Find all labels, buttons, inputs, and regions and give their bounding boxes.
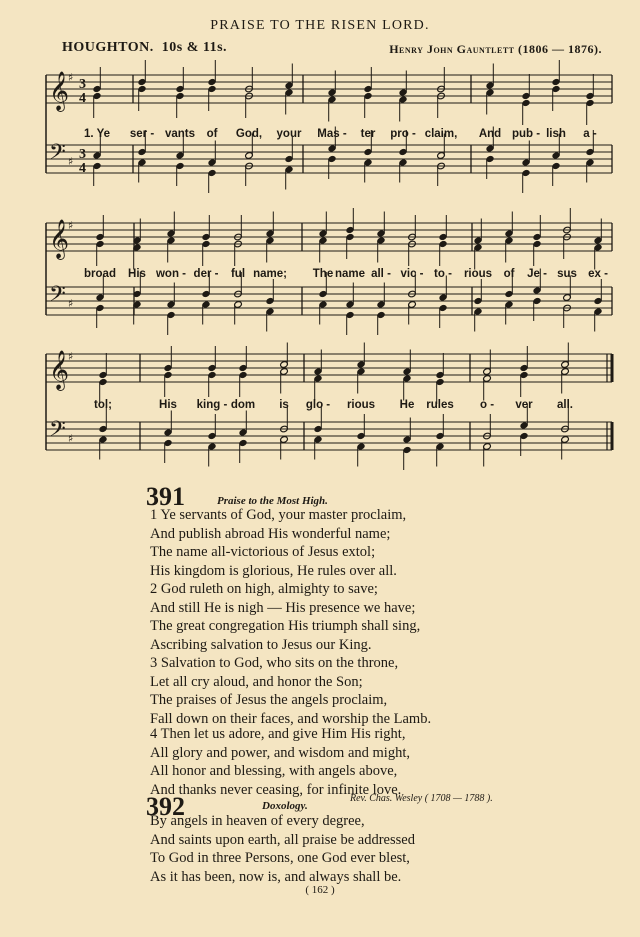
syllable: o - — [479, 399, 495, 411]
stanza-line: To God in three Persons, one God ever blest, — [150, 850, 410, 867]
stanza-line: His kingdom is glorious, He rules over all. — [150, 562, 397, 579]
syllable: vic - — [400, 268, 424, 280]
syllable: name; — [253, 268, 287, 280]
syllable: tol; — [94, 399, 112, 411]
syllable: ful — [230, 268, 246, 280]
syllable: claim, — [424, 128, 458, 140]
syllable: He — [399, 399, 415, 411]
bass-clef-icon: 𝄢 — [49, 282, 66, 312]
sharp-icon: ♯ — [68, 155, 74, 168]
syllable: of — [206, 128, 218, 140]
syllable: pub - — [511, 128, 541, 140]
syllable: His — [159, 399, 177, 411]
stanza-line: The name all-victorious of Jesus extol; — [150, 544, 376, 561]
stanza-line: 3 Salvation to God, who sits on the throne, — [150, 655, 399, 671]
syllable: a - — [583, 128, 597, 140]
lyrics-line-2 — [0, 268, 640, 282]
sharp-icon: ♯ — [68, 219, 74, 232]
stanza-4 — [150, 725, 410, 799]
syllable: lish — [546, 128, 566, 140]
bass-clef-icon: 𝄢 — [49, 140, 66, 170]
page-title: PRAISE TO THE RISEN LORD. — [210, 18, 430, 33]
treble-clef-icon: 𝄞 — [49, 219, 70, 259]
syllable: name — [334, 268, 366, 280]
stanza-2 — [150, 580, 420, 654]
syllable: God, — [235, 128, 263, 140]
syllable: Mas - — [317, 128, 347, 140]
syllable: king - — [196, 399, 228, 411]
sharp-icon: ♯ — [68, 297, 74, 310]
sharp-icon: ♯ — [68, 350, 74, 363]
page-number: ( 162 ) — [305, 884, 335, 896]
tune-line — [62, 40, 227, 56]
syllable: pro - — [390, 128, 416, 140]
stanza-line: The great congregation His triumph shall sing, — [150, 618, 421, 635]
hymn-title: Praise to the Most High. — [217, 495, 328, 507]
syllable: all - — [371, 268, 391, 280]
hymn-number: 392 — [146, 792, 185, 821]
time-signature-top: 3 — [79, 77, 86, 92]
stanza-line: As it has been, now is, and always shall be. — [150, 868, 402, 885]
tune-meter: 10s & 11s. — [161, 40, 228, 55]
syllable: vants — [164, 128, 196, 140]
time-signature-bottom: 4 — [79, 91, 86, 106]
syllable: der - — [193, 268, 219, 280]
syllable: glo - — [305, 399, 331, 411]
stanza-line: Let all cry aloud, and honor the Son; — [150, 673, 363, 690]
syllable: rules — [426, 399, 454, 411]
treble-clef-icon: 𝄞 — [49, 350, 70, 390]
stanza-line: 4 Then let us adore, and give Him His right, — [150, 726, 406, 742]
lyrics-line-1 — [0, 128, 640, 142]
stanza-1 — [150, 506, 406, 580]
stanza-line: All glory and power, and wisdom and might, — [150, 744, 410, 761]
sharp-icon: ♯ — [68, 432, 74, 445]
stanza-line: 1 Ye servants of God, your master proclaim, — [150, 507, 407, 523]
hymn-number: 391 — [146, 482, 185, 511]
composer-credit: Henry John Gauntlett (1806 — 1876). — [389, 42, 602, 56]
syllable: your — [276, 128, 302, 140]
time-signature-bottom: 4 — [79, 161, 86, 176]
stanza-line: And saints upon earth, all praise be addressed — [150, 831, 415, 848]
syllable: dom — [230, 399, 256, 411]
bass-clef-icon: 𝄢 — [49, 417, 66, 447]
stanza-line: Fall down on their faces, and worship the Lamb. — [150, 710, 432, 727]
syllable: ver — [515, 399, 533, 411]
syllable: won - — [155, 268, 187, 280]
sharp-icon: ♯ — [68, 71, 74, 84]
tune-name: HOUGHTON. — [62, 40, 154, 55]
stanza-line: And thanks never ceasing, for infinite love. — [150, 781, 402, 798]
time-signature-top: 3 — [79, 147, 86, 162]
syllable: all. — [557, 399, 573, 411]
stanza-line: The praises of Jesus the angels proclaim, — [150, 692, 388, 709]
doxology-stanza — [150, 812, 415, 886]
syllable: Je - — [527, 268, 547, 280]
stanza-line: By angels in heaven of every degree, — [150, 813, 365, 829]
syllable: is — [279, 399, 289, 411]
hymn-title: Doxology. — [262, 800, 308, 812]
author-credit: Rev. Chas. Wesley ( 1708 — 1788 ). — [350, 793, 493, 804]
stanza-line: And publish abroad His wonderful name; — [150, 525, 391, 542]
syllable: rious — [463, 268, 493, 280]
syllable: of — [503, 268, 515, 280]
stanza-3 — [150, 654, 431, 728]
stanza-line: All honor and blessing, with angels above, — [150, 763, 398, 780]
stanza-line: Ascribing salvation to Jesus our King. — [150, 636, 372, 653]
syllable: ser - — [129, 128, 155, 140]
syllable: to - — [434, 268, 452, 280]
syllable: And — [478, 128, 502, 140]
syllable: 1. Ye — [83, 128, 111, 140]
syllable: ter — [360, 128, 376, 140]
lyrics-line-3 — [0, 399, 640, 413]
treble-clef-icon: 𝄞 — [49, 71, 70, 111]
stanza-line: And still He is nigh — His presence we have; — [150, 599, 416, 616]
stanza-line: 2 God ruleth on high, almighty to save; — [150, 581, 378, 597]
syllable: ex - — [588, 268, 608, 280]
syllable: sus — [557, 268, 577, 280]
syllable: rious — [346, 399, 376, 411]
syllable: The — [312, 268, 334, 280]
syllable: broad — [84, 268, 116, 280]
syllable: His — [128, 268, 146, 280]
